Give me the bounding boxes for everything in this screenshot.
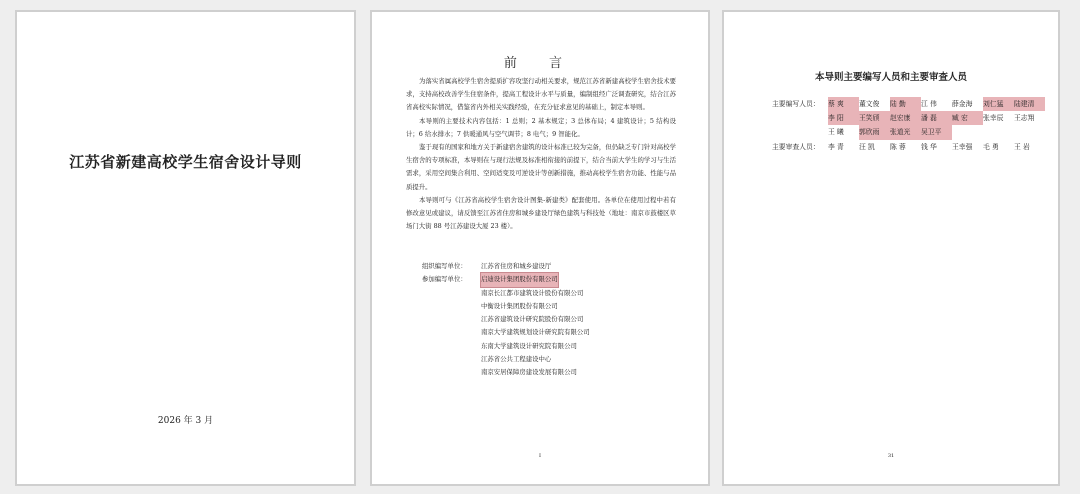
author-name: 陆 勤 xyxy=(890,97,921,111)
authors-names xyxy=(828,97,1048,140)
preface-paragraph: 本导则的主要技术内容包括：1 总则；2 基本规定；3 总体布局；4 建筑设计；5 结构设计；6 给水排水；7 供暖通风与空气调节；8 电气；9 智能化。 xyxy=(406,116,676,138)
author-name: 臧 宏 xyxy=(952,111,983,125)
organizer-label: 组织编写单位： xyxy=(422,262,467,270)
participant-highlighted: 启迪设计集团股份有限公司 xyxy=(481,273,558,286)
authors-row xyxy=(772,97,1052,140)
participant: 南京安居保障房建设发展有限公司 xyxy=(481,368,577,377)
participant: 江苏省公共工程建设中心 xyxy=(481,355,552,364)
page-number: 31 xyxy=(887,453,895,459)
participant-row xyxy=(422,326,702,339)
preface-paragraph: 为落实省属高校学生宿舍提质扩容攻坚行动相关要求，规范江苏省新建高校学生宿舍技术要求，支持高校改善学生住宿条件，提高工程设计水平与质量，编制组经广泛调查研究，结合江苏省高校实际情况，借鉴省内外相关实践经验，在充分征求意见的基础上，制定本导则。 xyxy=(406,77,676,112)
author-name: 王志翔 xyxy=(1014,114,1035,123)
reviewer-name: 王幸强 xyxy=(952,142,973,151)
author-name: 张幸辰 xyxy=(983,114,1004,123)
preface-body xyxy=(406,75,676,233)
author-name: 蔡 爽 xyxy=(828,97,859,111)
participant-row xyxy=(422,313,702,326)
participant: 中衡设计集团股份有限公司 xyxy=(481,301,558,310)
author-name: 潘 磊 xyxy=(921,111,952,125)
staff-heading: 本导则主要编写人员和主要审查人员 xyxy=(814,72,967,83)
reviewer-name: 汪 凯 xyxy=(859,142,875,151)
participant-row xyxy=(422,340,702,353)
participant: 南京长江都市建筑设计股份有限公司 xyxy=(481,288,584,297)
author-name: 陆建清 xyxy=(1014,97,1045,111)
publication-date: 2026 年 3 月 xyxy=(157,416,214,426)
author-name: 郭欣雨 xyxy=(859,125,890,139)
reviewer-name: 李 青 xyxy=(828,142,844,151)
organization-list xyxy=(422,260,702,380)
author-name: 王 曦 xyxy=(828,128,844,137)
participant-row xyxy=(422,287,702,300)
cover-page xyxy=(15,10,356,486)
reviewers-label: 主要审查人员： xyxy=(772,142,820,151)
organizer-value: 江苏省住房和城乡建设厅 xyxy=(481,262,552,270)
participant: 南京大学建筑规划设计研究院有限公司 xyxy=(481,328,590,337)
author-name: 刘仁猛 xyxy=(983,97,1014,111)
author-name: 江 伟 xyxy=(921,100,937,108)
reviewer-name: 毛 勇 xyxy=(983,142,999,151)
author-name: 董文俊 xyxy=(859,100,880,108)
preface-paragraph: 本导则可与《江苏省高校学生宿舍设计图集-新建类》配套使用。各单位在使用过程中若有修改意见或建议，请反馈至江苏省住房和城乡建设厅绿色建筑与科技处（地址：南京市鼓楼区草场门大街 88 号江苏建设大厦 23 楼）。 xyxy=(406,195,676,231)
preface-paragraph: 鉴于现有的国家和地方关于新建宿舍建筑的设计标准已较为完备，但仍缺乏专门针对高校学生宿舍的专项标准，本导则在与现行法规及标准相衔接的前提下，结合当前大学生的学习与生活需求，采用空间集合利用、空间适变及可逆设计等创新措施，推动高校学生宿舍功能、性能与品质提升。 xyxy=(406,143,676,191)
document-title: 江苏省新建高校学生宿舍设计导则 xyxy=(69,153,302,171)
participant: 江苏省建筑设计研究院股份有限公司 xyxy=(481,315,584,324)
preface-page xyxy=(370,10,710,486)
author-name: 薛金海 xyxy=(952,100,973,108)
reviewers-row xyxy=(772,140,1052,154)
author-name: 李 阳 xyxy=(828,111,859,125)
participant: 东南大学建筑设计研究院有限公司 xyxy=(481,341,577,350)
participant-row xyxy=(422,366,702,379)
preface-heading: 前 言 xyxy=(503,56,577,71)
reviewer-name: 王 岩 xyxy=(1014,142,1030,151)
organizer-row xyxy=(422,260,702,273)
reviewers-names xyxy=(828,140,1048,154)
author-name: 张道光 xyxy=(890,125,921,139)
staff-list xyxy=(772,97,1052,154)
participant-row xyxy=(422,353,702,366)
author-name: 吴卫平 xyxy=(921,125,952,139)
reviewer-name: 钱 华 xyxy=(921,142,937,151)
participant-row xyxy=(422,273,702,286)
author-name: 赵宏康 xyxy=(890,111,921,125)
participant-row xyxy=(422,300,702,313)
author-name: 王笑颀 xyxy=(859,111,890,125)
authors-label: 主要编写人员： xyxy=(772,100,820,108)
participants-label: 参加编写单位： xyxy=(422,275,467,284)
page-number: I xyxy=(539,453,541,459)
staff-page xyxy=(722,10,1060,486)
reviewer-name: 陈 蓉 xyxy=(890,142,906,151)
